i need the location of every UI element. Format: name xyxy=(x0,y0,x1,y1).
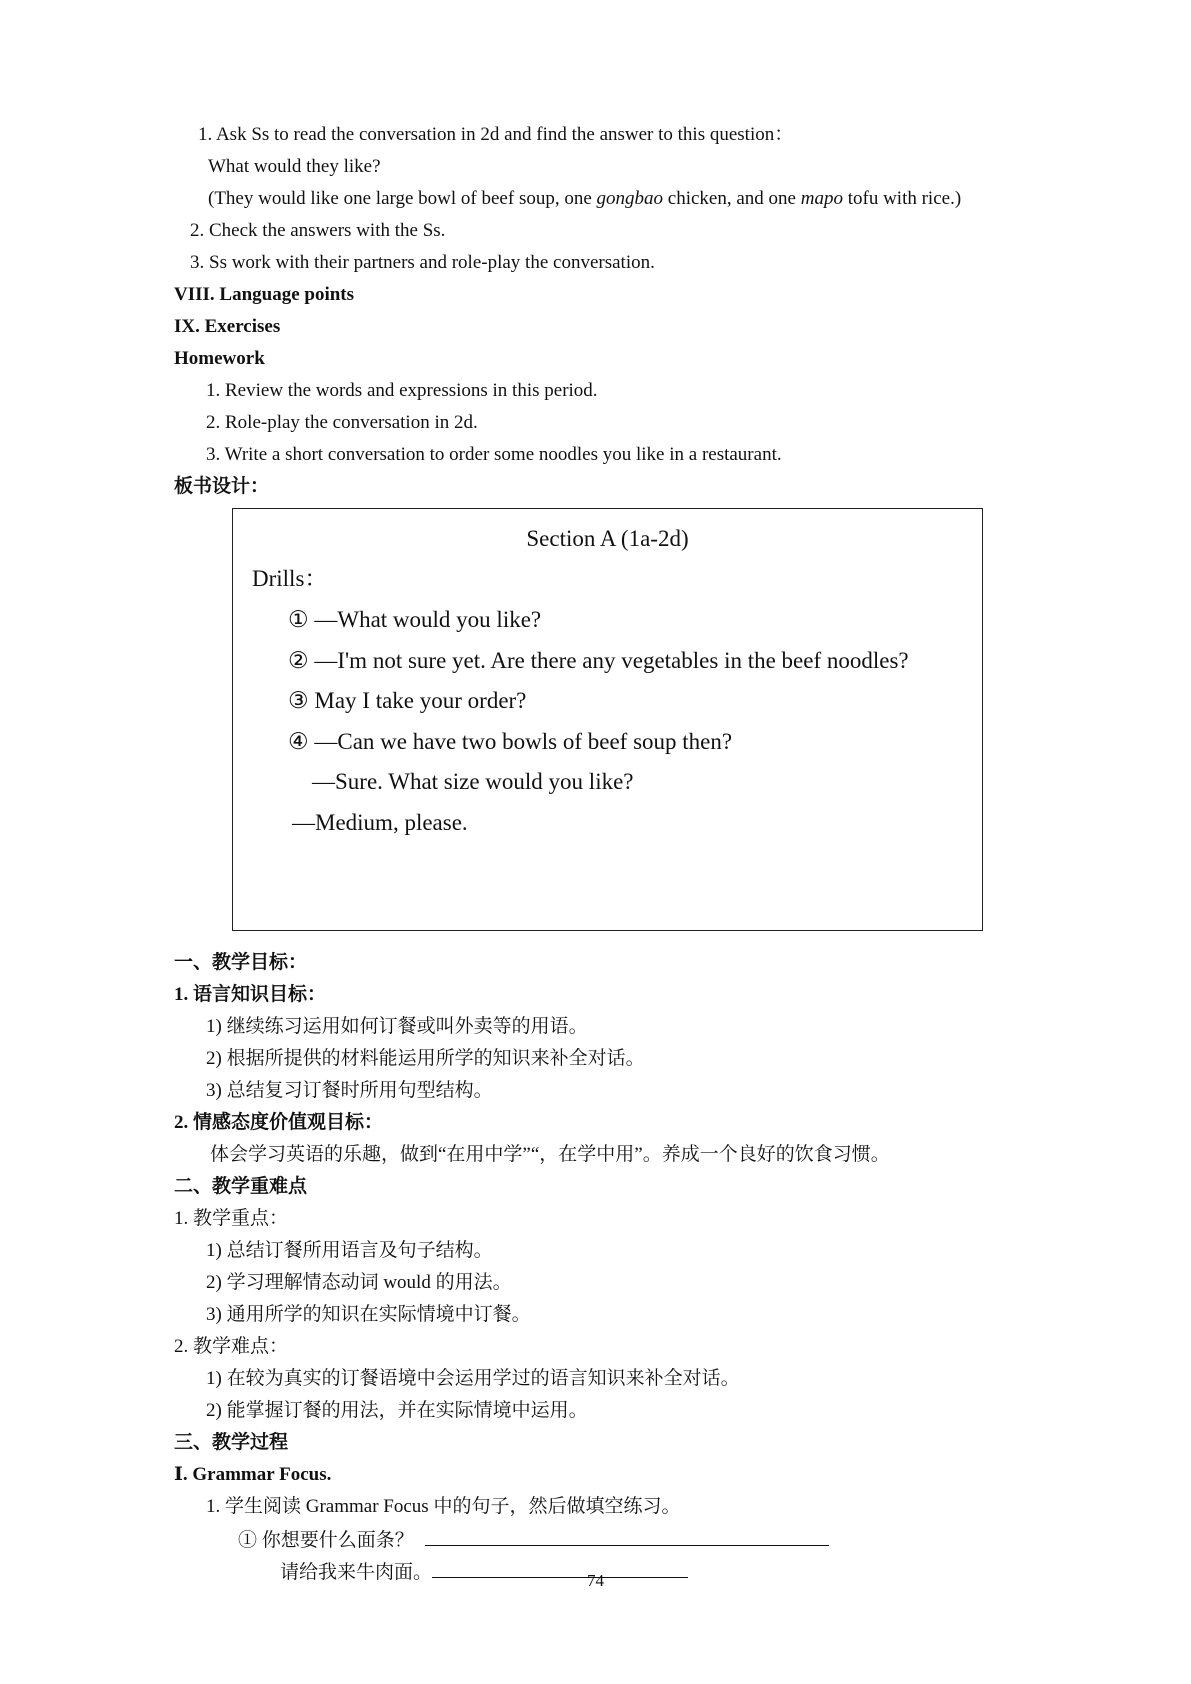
answer-blank[interactable] xyxy=(425,1527,829,1546)
key-points-heading: 二、教学重难点 xyxy=(174,1176,308,1197)
answer-part-3: tofu with rice.) xyxy=(842,188,962,209)
step-2: 2. Check the answers with the Ss. xyxy=(190,220,446,241)
process-heading: 三、教学过程 xyxy=(174,1432,289,1453)
teaching-difficulty-heading: 2. 教学难点： xyxy=(174,1336,289,1357)
fill-in-question-text: ① 你想要什么面条？ xyxy=(238,1530,414,1551)
teaching-focus-item: 3) 通用所学的知识在实际情境中订餐。 xyxy=(206,1304,531,1325)
board-drill-line: ② —I'm not sure yet. Are there any vegetables in the beef noodles? xyxy=(288,648,909,673)
step-1: 1. Ask Ss to read the conversation in 2d and find the answer to this question： xyxy=(198,124,794,145)
objectives-heading: 一、教学目标： xyxy=(174,952,308,973)
answer-part-1: (They would like one large bowl of beef soup, one xyxy=(208,188,597,209)
teaching-focus-item: 1) 总结订餐所用语言及句子结构。 xyxy=(206,1240,493,1261)
heading-homework: Homework xyxy=(174,348,265,369)
step-3: 3. Ss work with their partners and role-play the conversation. xyxy=(190,252,655,273)
step-1-answer xyxy=(208,187,961,211)
heading-exercises: IX. Exercises xyxy=(174,316,281,337)
emotion-objectives-heading: 2. 情感态度价值观目标： xyxy=(174,1112,384,1133)
language-objective-item: 3) 总结复习订餐时所用句型结构。 xyxy=(206,1080,493,1101)
answer-italic-gongbao: gongbao xyxy=(596,188,664,209)
board-drill-line: ① —What would you like? xyxy=(288,607,542,632)
fill-in-question xyxy=(238,1527,829,1553)
teaching-difficulty-item: 1) 在较为真实的订餐语境中会运用学过的语言知识来补全对话。 xyxy=(206,1368,740,1389)
board-drills-label: Drills： xyxy=(252,566,328,591)
language-objective-item: 1) 继续练习运用如何订餐或叫外卖等的用语。 xyxy=(206,1016,588,1037)
homework-item: 2. Role-play the conversation in 2d. xyxy=(206,412,478,433)
board-drill-line: ③ May I take your order? xyxy=(288,688,527,713)
step-1-question: What would they like? xyxy=(208,156,381,177)
language-objective-item: 2) 根据所提供的材料能运用所学的知识来补全对话。 xyxy=(206,1048,645,1069)
fill-in-reply-text: 请给我来牛肉面。 xyxy=(280,1562,433,1583)
language-objectives-heading: 1. 语言知识目标： xyxy=(174,984,327,1005)
homework-item: 1. Review the words and expressions in this period. xyxy=(206,380,598,401)
board-title: Section A (1a-2d) xyxy=(526,526,689,551)
board-design-box xyxy=(232,508,983,931)
board-design-heading: 板书设计： xyxy=(174,476,270,497)
grammar-focus-heading: Ⅰ. Grammar Focus. xyxy=(174,1464,332,1485)
page-number: 74 xyxy=(587,1571,604,1590)
teaching-focus-heading: 1. 教学重点： xyxy=(174,1208,289,1229)
teaching-difficulty-item: 2) 能掌握订餐的用法，并在实际情境中运用。 xyxy=(206,1400,588,1421)
answer-italic-mapo: mapo xyxy=(800,188,843,209)
board-drill-line: —Medium, please. xyxy=(292,810,468,835)
teaching-focus-item: 2) 学习理解情态动词 would 的用法。 xyxy=(206,1272,512,1293)
emotion-objective-text: 体会学习英语的乐趣，做到“在用中学”“，在学中用”。养成一个良好的饮食习惯。 xyxy=(210,1144,890,1165)
heading-language-points: VIII. Language points xyxy=(174,284,355,305)
answer-part-2: chicken, and one xyxy=(663,188,801,209)
board-drill-line: —Sure. What size would you like? xyxy=(312,769,634,794)
homework-item: 3. Write a short conversation to order some noodles you like in a restaurant. xyxy=(206,444,782,465)
board-drill-line: ④ —Can we have two bowls of beef soup then? xyxy=(288,729,733,754)
grammar-focus-task: 1. 学生阅读 Grammar Focus 中的句子，然后做填空练习。 xyxy=(206,1496,681,1517)
